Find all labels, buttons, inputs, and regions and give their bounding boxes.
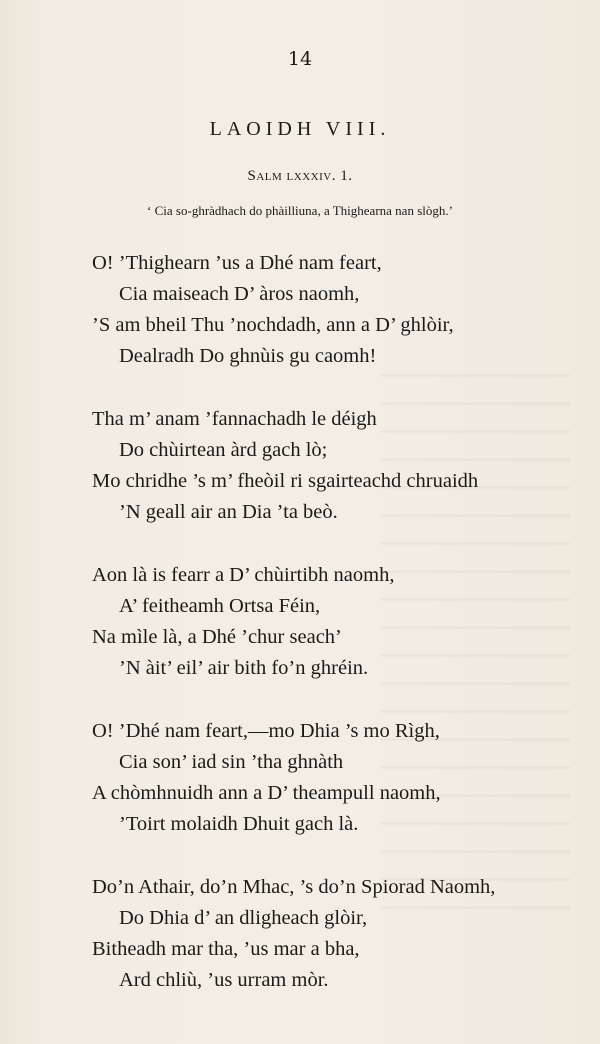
stanza-2 [92, 404, 572, 528]
stanza-3 [92, 560, 572, 684]
verse-line: Dealradh Do ghnùis gu caomh! [119, 345, 377, 367]
verse-line: Aon là is fearr a D’ chùirtibh naomh, [92, 564, 395, 586]
verse-line: Bitheadh mar tha, ’us mar a bha, [92, 938, 360, 960]
verse-line: Tha m’ anam ’fannachadh le déigh [92, 408, 377, 430]
verse-line: Do’n Athair, do’n Mhac, ’s do’n Spiorad Naomh, [92, 876, 496, 898]
verse-line: ’Toirt molaidh Dhuit gach là. [119, 813, 359, 835]
verse-line: ’N àit’ eil’ air bith fo’n ghréin. [119, 657, 369, 679]
hymn-title: LAOIDH VIII. [209, 118, 391, 140]
verse-line: ’N geall air an Dia ’ta beò. [119, 501, 338, 523]
verse-line: Do chùirtean àrd gach lò; [119, 439, 328, 461]
verse-line: A’ feitheamh Ortsa Féin, [119, 595, 321, 617]
verse-line: O! ’Thighearn ’us a Dhé nam feart, [92, 252, 382, 274]
verse-line: ’S am bheil Thu ’nochdadh, ann a D’ ghlòir, [92, 314, 454, 336]
epigraph: ‘ Cia so-ghràdhach do phàilliuna, a Thighearna nan slògh.’ [147, 203, 453, 218]
verse-line: Na mìle là, a Dhé ’chur seach’ [92, 626, 342, 648]
verse-line: Ard chliù, ’us urram mòr. [119, 969, 329, 991]
verse-line: Cia son’ iad sin ’tha ghnàth [119, 751, 344, 773]
hymn-body [92, 248, 572, 1028]
stanza-4 [92, 716, 572, 840]
psalm-reference: Salm lxxxiv. 1. [247, 168, 353, 184]
verse-line: Mo chridhe ’s m’ fheòil ri sgairteachd chruaidh [92, 470, 479, 492]
stanza-1 [92, 248, 572, 372]
verse-line: Do Dhia d’ an dligheach glòir, [119, 907, 368, 929]
verse-line: Cia maiseach D’ àros naomh, [119, 283, 360, 305]
page-number: 14 [287, 48, 313, 70]
verse-line: A chòmhnuidh ann a D’ theampull naomh, [92, 782, 441, 804]
verse-line: O! ’Dhé nam feart,—mo Dhia ’s mo Rìgh, [92, 720, 440, 742]
stanza-5 [92, 872, 572, 996]
